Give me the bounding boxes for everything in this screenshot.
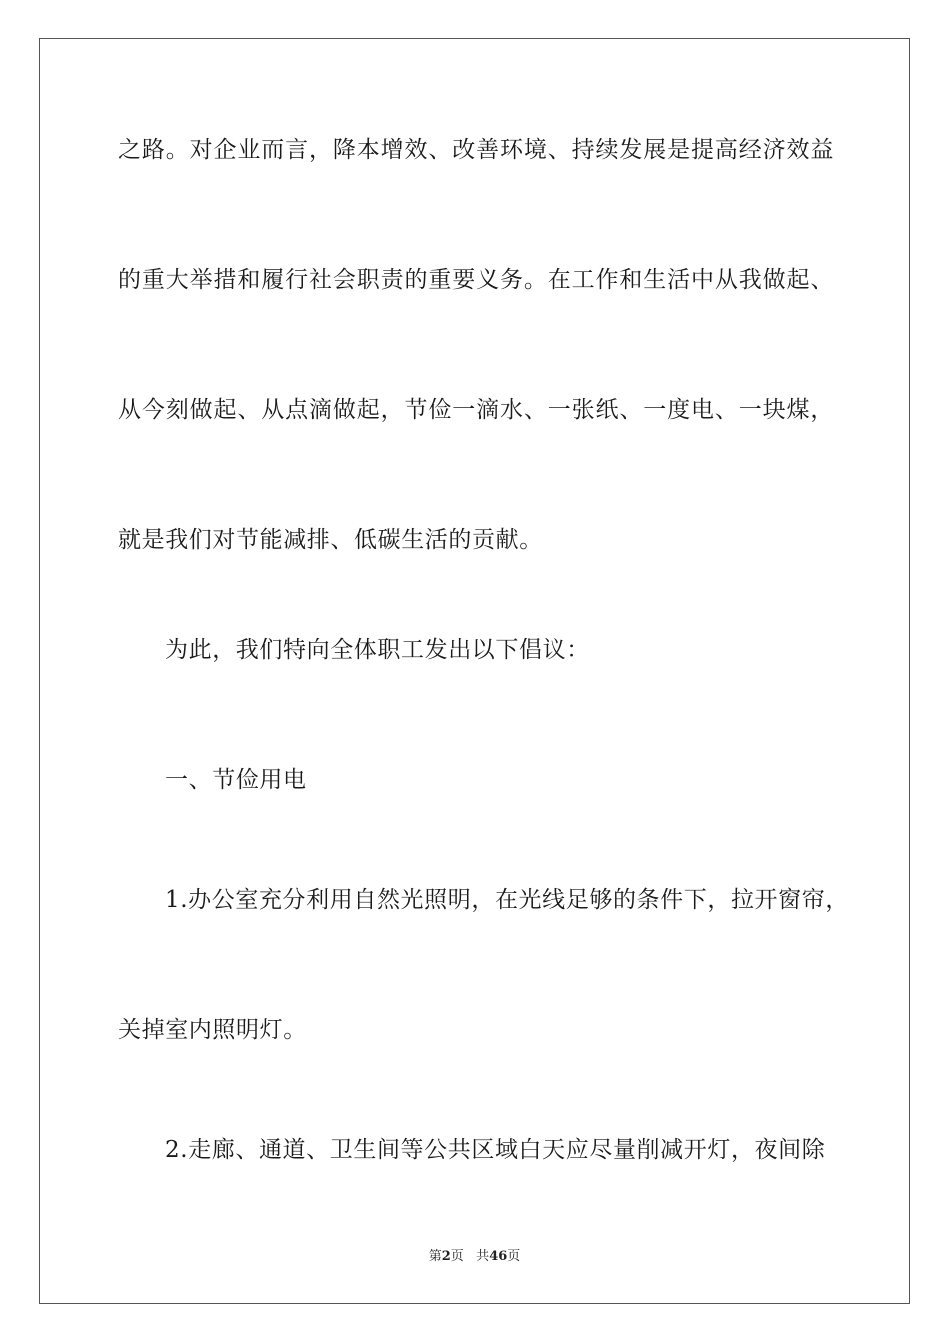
footer-page-total: 46	[489, 1249, 508, 1264]
footer-page-prefix: 第	[428, 1249, 442, 1264]
footer-page-current: 2	[441, 1249, 451, 1264]
section-heading: 一、节俭用电	[165, 767, 307, 793]
body-line-5: 为此，我们特向全体职工发出以下倡议：	[165, 637, 590, 663]
body-line-9: 2.走廊、通道、卫生间等公共区域白天应尽量削减开灯，夜间除	[165, 1137, 826, 1163]
body-line-7: 1.办公室充分利用自然光照明，在光线足够的条件下，拉开窗帘，	[165, 887, 849, 913]
footer-total-suffix: 页	[507, 1249, 521, 1264]
body-line-2: 的重大举措和履行社会职责的重要义务。在工作和生活中从我做起、	[118, 267, 834, 293]
body-line-1: 之路。对企业而言，降本增效、改善环境、持续发展是提高经济效益	[118, 137, 834, 163]
page-footer	[40, 1247, 909, 1267]
body-line-4: 就是我们对节能减排、低碳生活的贡献。	[118, 527, 543, 553]
footer-total-prefix: 共	[476, 1249, 490, 1264]
footer-page-suffix: 页	[450, 1249, 464, 1264]
body-line-3: 从今刻做起、从点滴做起，节俭一滴水、一张纸、一度电、一块煤，	[118, 397, 834, 423]
document-page	[39, 38, 910, 1304]
body-line-8: 关掉室内照明灯。	[118, 1017, 307, 1043]
